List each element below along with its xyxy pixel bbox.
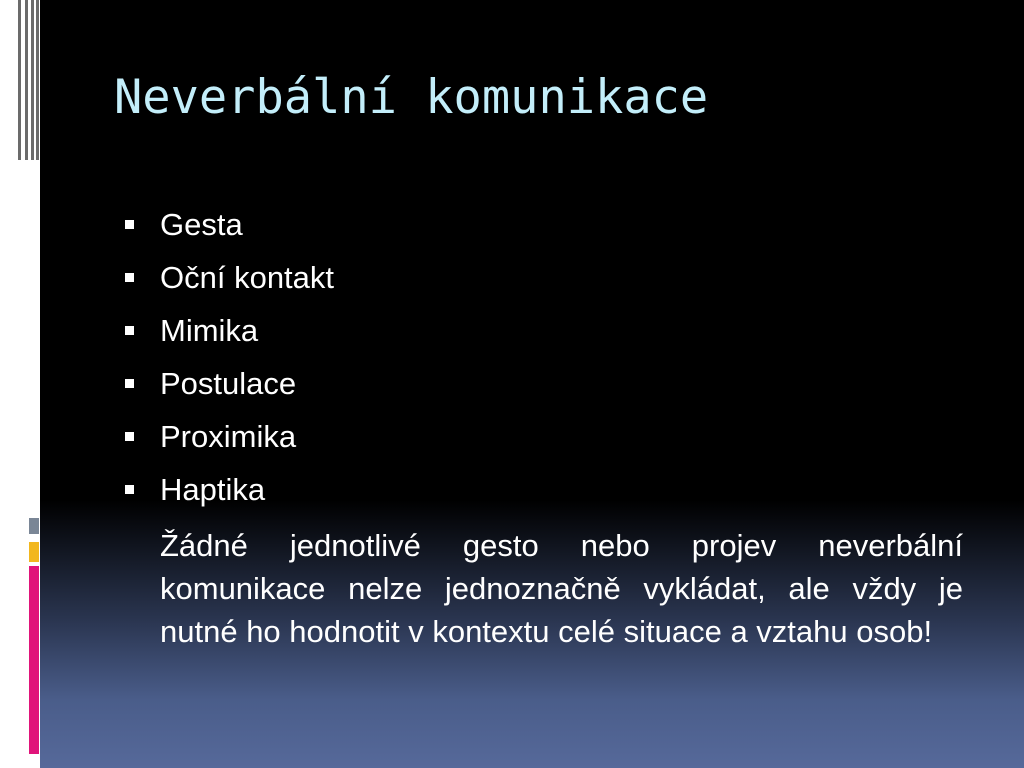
decor-yellow-block	[29, 542, 39, 562]
bullet-item	[123, 198, 963, 251]
bullet-label: Haptika	[160, 472, 266, 507]
bullet-item	[123, 357, 963, 410]
bullet-label: Oční kontakt	[160, 260, 335, 295]
square-bullet-icon	[125, 379, 134, 388]
body-paragraph: Žádné jednotlivé gesto nebo projev neverbální komunikace nelze jednoznačně vykládat, ale vždy je nutné ho hodnotit v kontextu celé situace a vztahu osob!	[160, 528, 963, 649]
bullet-item	[123, 463, 963, 516]
bullet-item	[123, 251, 963, 304]
bullet-label: Proximika	[160, 419, 297, 454]
decor-pink-bar	[29, 566, 39, 754]
decor-gray-block	[29, 518, 39, 534]
decor-line	[31, 0, 34, 160]
bullet-label: Gesta	[160, 207, 243, 242]
square-bullet-icon	[125, 273, 134, 282]
decor-line	[18, 0, 21, 160]
square-bullet-icon	[125, 485, 134, 494]
square-bullet-icon	[125, 220, 134, 229]
square-bullet-icon	[125, 432, 134, 441]
bullet-label: Mimika	[160, 313, 259, 348]
decor-line	[25, 0, 28, 160]
bullet-list	[123, 198, 963, 516]
decor-line	[36, 0, 39, 160]
bullet-label: Postulace	[160, 366, 297, 401]
bullet-item	[123, 410, 963, 463]
square-bullet-icon	[125, 326, 134, 335]
bullet-item	[123, 304, 963, 357]
slide-title: Neverbální komunikace	[114, 70, 709, 125]
